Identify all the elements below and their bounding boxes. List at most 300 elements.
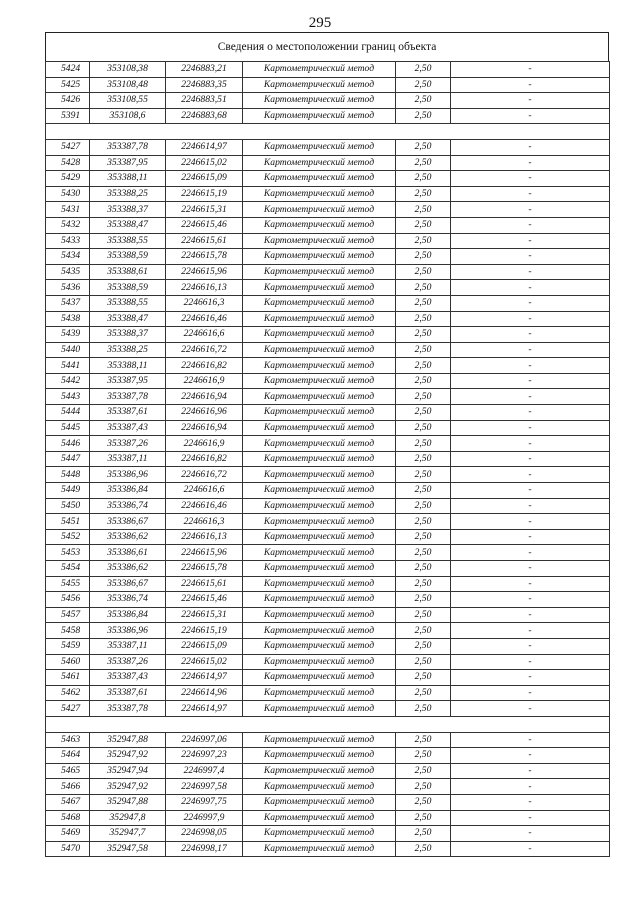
table-row [46,217,610,233]
point-number-cell: 5467 [46,794,90,810]
x-coordinate-cell: 353108,38 [90,62,166,78]
y-coordinate-cell: 2246997,23 [166,748,243,764]
method-cell: Картометрический метод [243,685,396,701]
table-row [46,436,610,452]
point-number-cell: 5436 [46,280,90,296]
description-cell: - [451,358,610,374]
description-cell: - [451,638,610,654]
x-coordinate-cell: 353386,96 [90,467,166,483]
accuracy-cell: 2,50 [396,77,451,93]
table-row [46,420,610,436]
x-coordinate-cell: 353108,6 [90,108,166,124]
table-row [46,670,610,686]
table-row [46,264,610,280]
accuracy-cell: 2,50 [396,342,451,358]
x-coordinate-cell: 353387,11 [90,638,166,654]
method-cell: Картометрический метод [243,405,396,421]
table-row [46,514,610,530]
accuracy-cell: 2,50 [396,264,451,280]
description-cell: - [451,77,610,93]
accuracy-cell: 2,50 [396,217,451,233]
description-cell: - [451,748,610,764]
method-cell: Картометрический метод [243,139,396,155]
point-number-cell: 5451 [46,514,90,530]
y-coordinate-cell: 2246615,96 [166,264,243,280]
description-cell: - [451,498,610,514]
table-row [46,233,610,249]
x-coordinate-cell: 353386,62 [90,529,166,545]
table-row [46,139,610,155]
y-coordinate-cell: 2246616,13 [166,529,243,545]
method-cell: Картометрический метод [243,77,396,93]
description-cell: - [451,93,610,109]
x-coordinate-cell: 352947,94 [90,763,166,779]
y-coordinate-cell: 2246997,06 [166,732,243,748]
description-cell: - [451,249,610,265]
description-cell: - [451,451,610,467]
point-number-cell: 5459 [46,638,90,654]
table-row [46,358,610,374]
accuracy-cell: 2,50 [396,638,451,654]
description-cell: - [451,623,610,639]
accuracy-cell: 2,50 [396,93,451,109]
x-coordinate-cell: 353388,11 [90,171,166,187]
accuracy-cell: 2,50 [396,654,451,670]
x-coordinate-cell: 353387,78 [90,139,166,155]
description-cell: - [451,139,610,155]
y-coordinate-cell: 2246616,6 [166,327,243,343]
accuracy-cell: 2,50 [396,405,451,421]
x-coordinate-cell: 352947,58 [90,841,166,857]
point-number-cell: 5447 [46,451,90,467]
y-coordinate-cell: 2246614,97 [166,670,243,686]
x-coordinate-cell: 353387,61 [90,685,166,701]
accuracy-cell: 2,50 [396,155,451,171]
method-cell: Картометрический метод [243,623,396,639]
accuracy-cell: 2,50 [396,311,451,327]
point-number-cell: 5425 [46,77,90,93]
point-number-cell: 5450 [46,498,90,514]
point-number-cell: 5432 [46,217,90,233]
point-number-cell: 5443 [46,389,90,405]
x-coordinate-cell: 353108,48 [90,77,166,93]
y-coordinate-cell: 2246616,94 [166,420,243,436]
table-row [46,249,610,265]
y-coordinate-cell: 2246616,96 [166,405,243,421]
accuracy-cell: 2,50 [396,62,451,78]
accuracy-cell: 2,50 [396,623,451,639]
method-cell: Картометрический метод [243,810,396,826]
point-number-cell: 5457 [46,607,90,623]
description-cell: - [451,327,610,343]
y-coordinate-cell: 2246616,46 [166,311,243,327]
table-row [46,623,610,639]
description-cell: - [451,389,610,405]
x-coordinate-cell: 352947,88 [90,732,166,748]
description-cell: - [451,217,610,233]
description-cell: - [451,202,610,218]
x-coordinate-cell: 352947,88 [90,794,166,810]
method-cell: Картометрический метод [243,498,396,514]
point-number-cell: 5437 [46,295,90,311]
description-cell: - [451,436,610,452]
y-coordinate-cell: 2246614,96 [166,685,243,701]
x-coordinate-cell: 353387,11 [90,451,166,467]
method-cell: Картометрический метод [243,748,396,764]
x-coordinate-cell: 353386,61 [90,545,166,561]
x-coordinate-cell: 353387,95 [90,155,166,171]
method-cell: Картометрический метод [243,592,396,608]
table-row [46,280,610,296]
table-row [46,607,610,623]
accuracy-cell: 2,50 [396,670,451,686]
x-coordinate-cell: 353388,37 [90,327,166,343]
method-cell: Картометрический метод [243,171,396,187]
x-coordinate-cell: 353387,78 [90,701,166,717]
method-cell: Картометрический метод [243,217,396,233]
separator-cell [46,124,610,140]
y-coordinate-cell: 2246616,9 [166,373,243,389]
accuracy-cell: 2,50 [396,748,451,764]
point-number-cell: 5444 [46,405,90,421]
table-row [46,202,610,218]
description-cell: - [451,826,610,842]
description-cell: - [451,373,610,389]
accuracy-cell: 2,50 [396,467,451,483]
y-coordinate-cell: 2246616,3 [166,295,243,311]
method-cell: Картометрический метод [243,529,396,545]
table-row [46,405,610,421]
accuracy-cell: 2,50 [396,529,451,545]
point-number-cell: 5456 [46,592,90,608]
y-coordinate-cell: 2246997,9 [166,810,243,826]
table-row [46,654,610,670]
accuracy-cell: 2,50 [396,794,451,810]
boundary-table-sheet [45,32,609,857]
y-coordinate-cell: 2246997,75 [166,794,243,810]
description-cell: - [451,171,610,187]
table-row [46,841,610,857]
method-cell: Картометрический метод [243,638,396,654]
method-cell: Картометрический метод [243,826,396,842]
point-number-cell: 5462 [46,685,90,701]
point-number-cell: 5469 [46,826,90,842]
point-number-cell: 5465 [46,763,90,779]
accuracy-cell: 2,50 [396,389,451,405]
description-cell: - [451,701,610,717]
point-number-cell: 5433 [46,233,90,249]
x-coordinate-cell: 352947,7 [90,826,166,842]
x-coordinate-cell: 353387,26 [90,436,166,452]
method-cell: Картометрический метод [243,763,396,779]
y-coordinate-cell: 2246883,51 [166,93,243,109]
accuracy-cell: 2,50 [396,186,451,202]
point-number-cell: 5430 [46,186,90,202]
point-number-cell: 5461 [46,670,90,686]
y-coordinate-cell: 2246997,58 [166,779,243,795]
table-row [46,826,610,842]
point-number-cell: 5453 [46,545,90,561]
y-coordinate-cell: 2246615,02 [166,654,243,670]
accuracy-cell: 2,50 [396,561,451,577]
table-row [46,295,610,311]
table-row [46,529,610,545]
point-number-cell: 5438 [46,311,90,327]
x-coordinate-cell: 353108,55 [90,93,166,109]
table-row [46,108,610,124]
method-cell: Картометрический метод [243,841,396,857]
table-row [46,779,610,795]
y-coordinate-cell: 2246615,19 [166,623,243,639]
point-number-cell: 5429 [46,171,90,187]
accuracy-cell: 2,50 [396,763,451,779]
x-coordinate-cell: 353386,96 [90,623,166,639]
table-row [46,794,610,810]
point-number-cell: 5464 [46,748,90,764]
x-coordinate-cell: 353388,47 [90,311,166,327]
description-cell: - [451,561,610,577]
method-cell: Картометрический метод [243,483,396,499]
x-coordinate-cell: 353388,55 [90,295,166,311]
method-cell: Картометрический метод [243,545,396,561]
method-cell: Картометрический метод [243,561,396,577]
description-cell: - [451,607,610,623]
x-coordinate-cell: 353388,59 [90,249,166,265]
point-number-cell: 5454 [46,561,90,577]
x-coordinate-cell: 353388,25 [90,186,166,202]
y-coordinate-cell: 2246615,31 [166,607,243,623]
table-title: Сведения о местоположении границ объекта [45,32,609,61]
y-coordinate-cell: 2246615,46 [166,217,243,233]
point-number-cell: 5452 [46,529,90,545]
point-number-cell: 5449 [46,483,90,499]
separator-cell [46,716,610,732]
table-row [46,732,610,748]
method-cell: Картометрический метод [243,311,396,327]
y-coordinate-cell: 2246615,78 [166,561,243,577]
description-cell: - [451,794,610,810]
method-cell: Картометрический метод [243,249,396,265]
table-row [46,467,610,483]
description-cell: - [451,264,610,280]
method-cell: Картометрический метод [243,420,396,436]
method-cell: Картометрический метод [243,342,396,358]
y-coordinate-cell: 2246998,05 [166,826,243,842]
accuracy-cell: 2,50 [396,810,451,826]
x-coordinate-cell: 353386,84 [90,607,166,623]
y-coordinate-cell: 2246883,21 [166,62,243,78]
description-cell: - [451,467,610,483]
point-number-cell: 5431 [46,202,90,218]
accuracy-cell: 2,50 [396,826,451,842]
y-coordinate-cell: 2246616,3 [166,514,243,530]
y-coordinate-cell: 2246883,68 [166,108,243,124]
table-row [46,685,610,701]
description-cell: - [451,810,610,826]
y-coordinate-cell: 2246616,72 [166,342,243,358]
x-coordinate-cell: 353388,37 [90,202,166,218]
description-cell: - [451,841,610,857]
method-cell: Картометрический метод [243,467,396,483]
point-number-cell: 5458 [46,623,90,639]
accuracy-cell: 2,50 [396,171,451,187]
accuracy-cell: 2,50 [396,249,451,265]
x-coordinate-cell: 352947,92 [90,748,166,764]
accuracy-cell: 2,50 [396,498,451,514]
x-coordinate-cell: 353386,67 [90,576,166,592]
x-coordinate-cell: 353388,59 [90,280,166,296]
accuracy-cell: 2,50 [396,327,451,343]
method-cell: Картометрический метод [243,576,396,592]
table-row [46,186,610,202]
point-number-cell: 5442 [46,373,90,389]
accuracy-cell: 2,50 [396,732,451,748]
accuracy-cell: 2,50 [396,280,451,296]
description-cell: - [451,779,610,795]
method-cell: Картометрический метод [243,93,396,109]
group-separator-row [46,716,610,732]
description-cell: - [451,233,610,249]
method-cell: Картометрический метод [243,373,396,389]
method-cell: Картометрический метод [243,295,396,311]
method-cell: Картометрический метод [243,264,396,280]
x-coordinate-cell: 353387,43 [90,420,166,436]
accuracy-cell: 2,50 [396,295,451,311]
description-cell: - [451,545,610,561]
description-cell: - [451,295,610,311]
table-row [46,638,610,654]
x-coordinate-cell: 353387,95 [90,373,166,389]
table-row [46,171,610,187]
table-row [46,498,610,514]
accuracy-cell: 2,50 [396,108,451,124]
description-cell: - [451,670,610,686]
method-cell: Картометрический метод [243,779,396,795]
coordinates-table [45,61,610,857]
accuracy-cell: 2,50 [396,358,451,374]
y-coordinate-cell: 2246615,09 [166,638,243,654]
y-coordinate-cell: 2246616,13 [166,280,243,296]
x-coordinate-cell: 353388,55 [90,233,166,249]
description-cell: - [451,405,610,421]
y-coordinate-cell: 2246616,94 [166,389,243,405]
y-coordinate-cell: 2246998,17 [166,841,243,857]
method-cell: Картометрический метод [243,732,396,748]
accuracy-cell: 2,50 [396,202,451,218]
description-cell: - [451,155,610,171]
method-cell: Картометрический метод [243,358,396,374]
group-separator-row [46,124,610,140]
accuracy-cell: 2,50 [396,701,451,717]
x-coordinate-cell: 353388,25 [90,342,166,358]
point-number-cell: 5466 [46,779,90,795]
method-cell: Картометрический метод [243,794,396,810]
point-number-cell: 5448 [46,467,90,483]
y-coordinate-cell: 2246616,6 [166,483,243,499]
x-coordinate-cell: 353386,62 [90,561,166,577]
point-number-cell: 5455 [46,576,90,592]
accuracy-cell: 2,50 [396,685,451,701]
accuracy-cell: 2,50 [396,373,451,389]
y-coordinate-cell: 2246614,97 [166,701,243,717]
table-row [46,748,610,764]
table-row [46,483,610,499]
x-coordinate-cell: 353386,84 [90,483,166,499]
table-row [46,62,610,78]
method-cell: Картометрический метод [243,654,396,670]
point-number-cell: 5434 [46,249,90,265]
table-row [46,592,610,608]
table-row [46,77,610,93]
description-cell: - [451,342,610,358]
accuracy-cell: 2,50 [396,841,451,857]
method-cell: Картометрический метод [243,62,396,78]
y-coordinate-cell: 2246883,35 [166,77,243,93]
description-cell: - [451,186,610,202]
description-cell: - [451,529,610,545]
accuracy-cell: 2,50 [396,592,451,608]
method-cell: Картометрический метод [243,280,396,296]
accuracy-cell: 2,50 [396,436,451,452]
y-coordinate-cell: 2246616,46 [166,498,243,514]
x-coordinate-cell: 353388,47 [90,217,166,233]
y-coordinate-cell: 2246615,61 [166,233,243,249]
table-row [46,810,610,826]
point-number-cell: 5427 [46,139,90,155]
x-coordinate-cell: 353387,78 [90,389,166,405]
table-row [46,701,610,717]
y-coordinate-cell: 2246615,09 [166,171,243,187]
method-cell: Картометрический метод [243,514,396,530]
table-row [46,311,610,327]
point-number-cell: 5468 [46,810,90,826]
y-coordinate-cell: 2246615,02 [166,155,243,171]
accuracy-cell: 2,50 [396,779,451,795]
point-number-cell: 5470 [46,841,90,857]
description-cell: - [451,654,610,670]
point-number-cell: 5424 [46,62,90,78]
accuracy-cell: 2,50 [396,139,451,155]
x-coordinate-cell: 353386,74 [90,592,166,608]
method-cell: Картометрический метод [243,327,396,343]
y-coordinate-cell: 2246616,9 [166,436,243,452]
method-cell: Картометрический метод [243,389,396,405]
table-row [46,93,610,109]
description-cell: - [451,576,610,592]
method-cell: Картометрический метод [243,670,396,686]
table-row [46,327,610,343]
table-row [46,373,610,389]
x-coordinate-cell: 353387,61 [90,405,166,421]
accuracy-cell: 2,50 [396,576,451,592]
accuracy-cell: 2,50 [396,451,451,467]
x-coordinate-cell: 352947,8 [90,810,166,826]
y-coordinate-cell: 2246615,46 [166,592,243,608]
description-cell: - [451,483,610,499]
method-cell: Картометрический метод [243,233,396,249]
y-coordinate-cell: 2246615,61 [166,576,243,592]
table-row [46,389,610,405]
description-cell: - [451,732,610,748]
accuracy-cell: 2,50 [396,607,451,623]
point-number-cell: 5428 [46,155,90,171]
description-cell: - [451,592,610,608]
accuracy-cell: 2,50 [396,420,451,436]
description-cell: - [451,280,610,296]
table-row [46,545,610,561]
description-cell: - [451,685,610,701]
description-cell: - [451,108,610,124]
